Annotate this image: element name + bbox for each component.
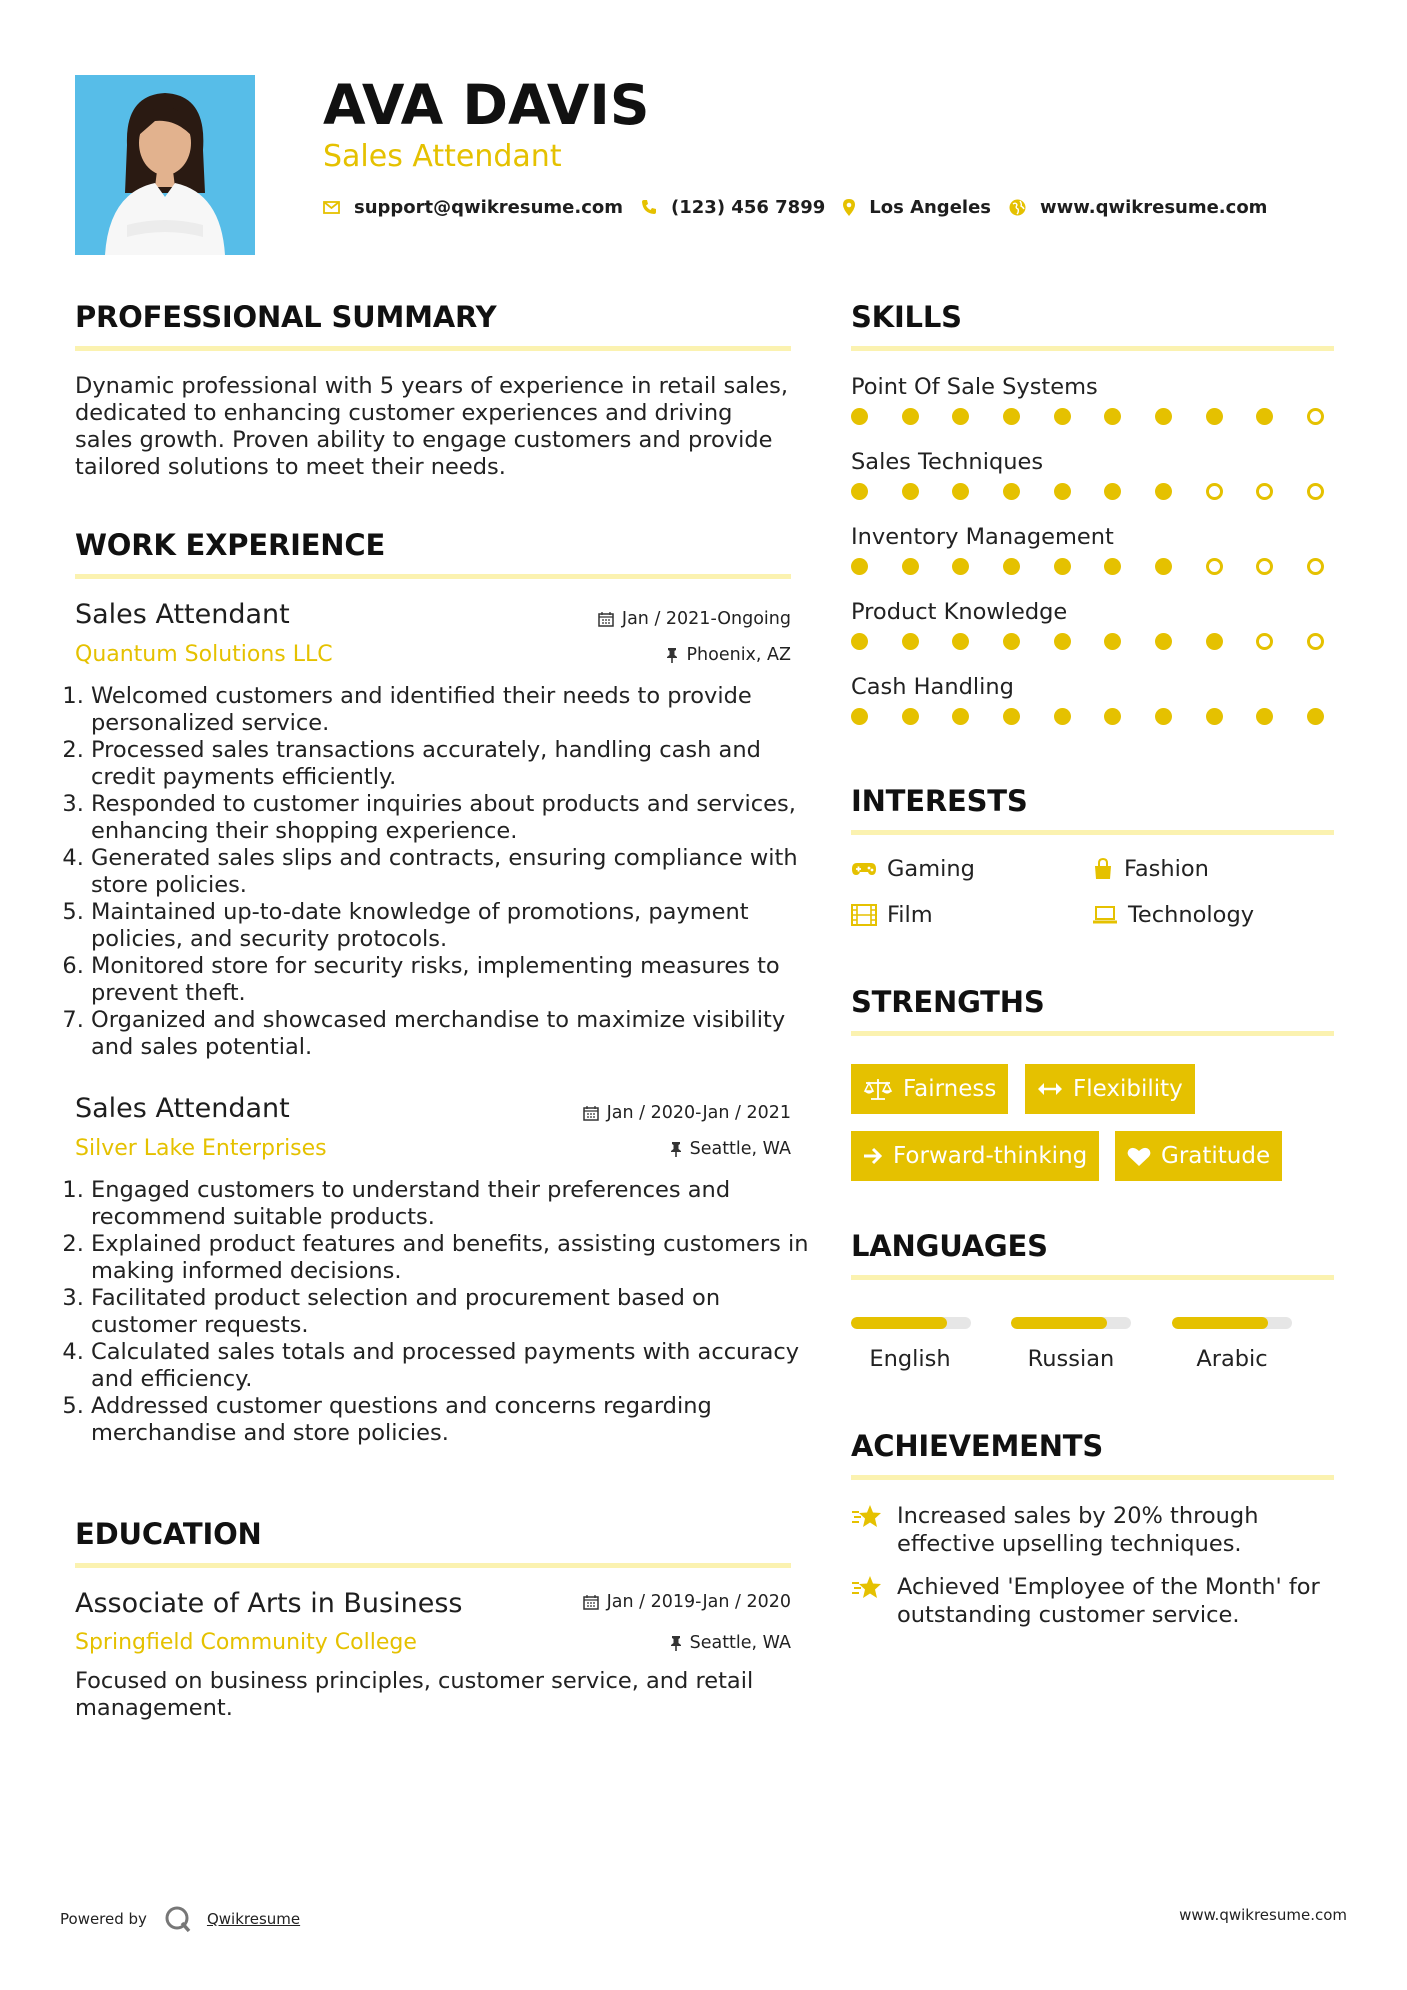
rating-dot-filled bbox=[952, 483, 969, 500]
achievement-item: Achieved 'Employee of the Month' for outstanding customer service. bbox=[851, 1573, 1334, 1629]
rating-dot-filled bbox=[851, 708, 868, 725]
interest-technology: Technology bbox=[1092, 902, 1254, 928]
skill-rating bbox=[851, 408, 1324, 425]
skills-heading: SKILLS bbox=[851, 300, 962, 334]
education-heading: EDUCATION bbox=[75, 1517, 262, 1551]
experience-rule bbox=[75, 574, 791, 579]
rating-dot-filled bbox=[1206, 708, 1223, 725]
interests-heading: INTERESTS bbox=[851, 784, 1028, 818]
skill-row bbox=[851, 524, 1334, 575]
strengths-rule bbox=[851, 1031, 1334, 1036]
candidate-name: AVA DAVIS bbox=[323, 73, 650, 137]
film-icon bbox=[851, 904, 877, 926]
rating-dot-filled bbox=[1003, 708, 1020, 725]
rating-dot-filled bbox=[902, 708, 919, 725]
rating-dot-filled bbox=[1307, 708, 1324, 725]
list-item: 1. Welcomed customers and identified their needs to provide personalized service. bbox=[91, 683, 809, 737]
laptop-icon bbox=[1092, 905, 1118, 925]
phone-icon bbox=[641, 199, 657, 215]
experience-heading: WORK EXPERIENCE bbox=[75, 528, 386, 562]
rating-dot-empty bbox=[1307, 408, 1324, 425]
rating-dot-filled bbox=[1206, 633, 1223, 650]
list-item: 5. Addressed customer questions and concerns regarding merchandise and store policies. bbox=[91, 1393, 809, 1447]
rating-dot-filled bbox=[1256, 708, 1273, 725]
list-item: 3. Facilitated product selection and procurement based on customer requests. bbox=[91, 1285, 809, 1339]
rating-dot-filled bbox=[902, 483, 919, 500]
skill-name: Cash Handling bbox=[851, 674, 1014, 700]
heart-icon bbox=[1127, 1146, 1151, 1167]
summary-heading: PROFESSIONAL SUMMARY bbox=[75, 300, 497, 334]
language-name: Russian bbox=[1027, 1346, 1115, 1372]
rating-dot-filled bbox=[1054, 483, 1071, 500]
rating-dot-filled bbox=[902, 633, 919, 650]
rating-dot-filled bbox=[1155, 708, 1172, 725]
rating-dot-filled bbox=[902, 558, 919, 575]
strength-tag: Flexibility bbox=[1025, 1064, 1195, 1114]
education-description: Focused on business principles, customer service, and retail management. bbox=[75, 1668, 754, 1721]
footer-powered-by: Powered by Qwikresume bbox=[60, 1904, 300, 1934]
skill-rating bbox=[851, 483, 1324, 500]
rating-dot-filled bbox=[1003, 558, 1020, 575]
rating-dot-empty bbox=[1206, 558, 1223, 575]
rating-dot-filled bbox=[1104, 633, 1121, 650]
interests-rule bbox=[851, 830, 1334, 835]
rating-dot-filled bbox=[1104, 408, 1121, 425]
rating-dot-empty bbox=[1206, 483, 1223, 500]
rating-dot-filled bbox=[1054, 408, 1071, 425]
rating-dot-filled bbox=[1003, 408, 1020, 425]
rating-dot-filled bbox=[952, 408, 969, 425]
summary-text: Dynamic professional with 5 years of experience in retail sales, dedicated to enhancing customer experiences and driving sales growth. Proven ability to engage customers and provide tailored solutions to meet their needs. bbox=[75, 373, 788, 480]
rating-dot-filled bbox=[952, 558, 969, 575]
job-dates: Jan / 2020-Jan / 2021 bbox=[583, 1103, 791, 1123]
rating-dot-filled bbox=[1104, 558, 1121, 575]
school-name: Springfield Community College bbox=[75, 1630, 417, 1655]
job-bullets bbox=[73, 683, 809, 1061]
strengths-heading: STRENGTHS bbox=[851, 985, 1045, 1019]
list-item: 5. Maintained up-to-date knowledge of promotions, payment policies, and security protocols. bbox=[91, 899, 809, 953]
education-rule bbox=[75, 1563, 791, 1568]
strength-tag: Fairness bbox=[851, 1064, 1008, 1114]
language-level-bar bbox=[851, 1317, 971, 1329]
language-level-bar bbox=[1011, 1317, 1131, 1329]
rating-dot-filled bbox=[851, 408, 868, 425]
education-location: Seattle, WA bbox=[670, 1633, 791, 1653]
envelope-icon bbox=[323, 201, 340, 214]
rating-dot-filled bbox=[1155, 633, 1172, 650]
rating-dot-filled bbox=[902, 408, 919, 425]
achievements-heading: ACHIEVEMENTS bbox=[851, 1429, 1104, 1463]
rating-dot-filled bbox=[1256, 408, 1273, 425]
skill-row bbox=[851, 374, 1334, 425]
profile-photo bbox=[75, 75, 255, 255]
rating-dot-filled bbox=[1155, 408, 1172, 425]
rating-dot-filled bbox=[1003, 633, 1020, 650]
job-location: Seattle, WA bbox=[670, 1139, 791, 1159]
achievements-rule bbox=[851, 1475, 1334, 1480]
rating-dot-filled bbox=[1206, 408, 1223, 425]
pin-icon bbox=[670, 1141, 682, 1157]
rating-dot-empty bbox=[1307, 558, 1324, 575]
contact-location: Los Angeles bbox=[869, 196, 991, 218]
gamepad-icon bbox=[851, 860, 877, 878]
skill-rating bbox=[851, 633, 1324, 650]
rating-dot-filled bbox=[1155, 558, 1172, 575]
globe-icon bbox=[1009, 199, 1026, 216]
rating-dot-filled bbox=[952, 708, 969, 725]
interest-gaming: Gaming bbox=[851, 856, 975, 882]
list-item: 3. Responded to customer inquiries about products and services, enhancing their shopping experience. bbox=[91, 791, 809, 845]
language-name: Arabic bbox=[1196, 1346, 1268, 1372]
rating-dot-filled bbox=[952, 633, 969, 650]
job-title: Sales Attendant bbox=[75, 1093, 290, 1124]
summary-rule bbox=[75, 346, 791, 351]
skill-rating bbox=[851, 558, 1324, 575]
list-item: 2. Explained product features and benefits, assisting customers in making informed decisions. bbox=[91, 1231, 809, 1285]
rating-dot-filled bbox=[851, 558, 868, 575]
footer-url[interactable]: www.qwikresume.com bbox=[1179, 1906, 1347, 1924]
skill-row bbox=[851, 449, 1334, 500]
list-item: 4. Calculated sales totals and processed payments with accuracy and efficiency. bbox=[91, 1339, 809, 1393]
star-icon bbox=[851, 1575, 883, 1599]
strength-tag: Gratitude bbox=[1115, 1131, 1282, 1181]
rating-dot-filled bbox=[1054, 633, 1071, 650]
job-dates: Jan / 2021-Ongoing bbox=[598, 609, 791, 629]
contact-phone[interactable]: (123) 456 7899 bbox=[671, 196, 826, 218]
company-name: Silver Lake Enterprises bbox=[75, 1136, 327, 1161]
candidate-title: Sales Attendant bbox=[323, 139, 562, 174]
skill-name: Sales Techniques bbox=[851, 449, 1044, 475]
languages-rule bbox=[851, 1275, 1334, 1280]
skill-name: Product Knowledge bbox=[851, 599, 1068, 625]
arrow-right-icon bbox=[863, 1147, 883, 1165]
job-bullets bbox=[73, 1177, 809, 1447]
rating-dot-filled bbox=[851, 633, 868, 650]
languages-heading: LANGUAGES bbox=[851, 1229, 1048, 1263]
arrows-horizontal-icon bbox=[1037, 1082, 1063, 1096]
rating-dot-filled bbox=[1104, 483, 1121, 500]
rating-dot-empty bbox=[1256, 483, 1273, 500]
contact-bar bbox=[323, 195, 1285, 219]
rating-dot-empty bbox=[1307, 633, 1324, 650]
list-item: 2. Processed sales transactions accurately, handling cash and credit payments efficiently. bbox=[91, 737, 809, 791]
rating-dot-empty bbox=[1307, 483, 1324, 500]
strength-tag: Forward-thinking bbox=[851, 1131, 1099, 1181]
pin-icon bbox=[666, 647, 678, 663]
rating-dot-filled bbox=[1054, 708, 1071, 725]
skill-name: Inventory Management bbox=[851, 524, 1114, 550]
skills-rule bbox=[851, 346, 1334, 351]
rating-dot-filled bbox=[1104, 708, 1121, 725]
calendar-icon bbox=[583, 1594, 599, 1610]
contact-email[interactable]: support@qwikresume.com bbox=[354, 196, 624, 218]
rating-dot-filled bbox=[1155, 483, 1172, 500]
education-dates: Jan / 2019-Jan / 2020 bbox=[583, 1592, 791, 1612]
degree-title: Associate of Arts in Business bbox=[75, 1588, 463, 1619]
rating-dot-filled bbox=[1003, 483, 1020, 500]
shopping-bag-icon bbox=[1092, 858, 1114, 880]
language-name: English bbox=[869, 1346, 951, 1372]
job-title: Sales Attendant bbox=[75, 599, 290, 630]
calendar-icon bbox=[583, 1105, 599, 1121]
skill-row bbox=[851, 599, 1334, 650]
job-location: Phoenix, AZ bbox=[666, 645, 791, 665]
balance-scale-icon bbox=[863, 1077, 893, 1101]
list-item: 4. Generated sales slips and contracts, ensuring compliance with store policies. bbox=[91, 845, 809, 899]
interest-film: Film bbox=[851, 902, 933, 928]
list-item: 1. Engaged customers to understand their preferences and recommend suitable products. bbox=[91, 1177, 809, 1231]
skill-row bbox=[851, 674, 1334, 725]
company-name: Quantum Solutions LLC bbox=[75, 642, 333, 667]
skill-name: Point Of Sale Systems bbox=[851, 374, 1098, 400]
interest-fashion: Fashion bbox=[1092, 856, 1209, 882]
list-item: 7. Organized and showcased merchandise to maximize visibility and sales potential. bbox=[91, 1007, 809, 1061]
contact-website[interactable]: www.qwikresume.com bbox=[1040, 196, 1268, 218]
calendar-icon bbox=[598, 611, 614, 627]
achievement-item: Increased sales by 20% through effective upselling techniques. bbox=[851, 1502, 1334, 1558]
rating-dot-empty bbox=[1256, 633, 1273, 650]
pin-icon bbox=[670, 1635, 682, 1651]
rating-dot-filled bbox=[1054, 558, 1071, 575]
language-level-bar bbox=[1172, 1317, 1292, 1329]
qwikresume-logo-icon bbox=[163, 1904, 193, 1934]
map-marker-icon bbox=[843, 199, 855, 216]
star-icon bbox=[851, 1504, 883, 1528]
skill-rating bbox=[851, 708, 1324, 725]
footer-brand-link[interactable]: Qwikresume bbox=[206, 1910, 301, 1928]
list-item: 6. Monitored store for security risks, implementing measures to prevent theft. bbox=[91, 953, 809, 1007]
rating-dot-empty bbox=[1256, 558, 1273, 575]
rating-dot-filled bbox=[851, 483, 868, 500]
